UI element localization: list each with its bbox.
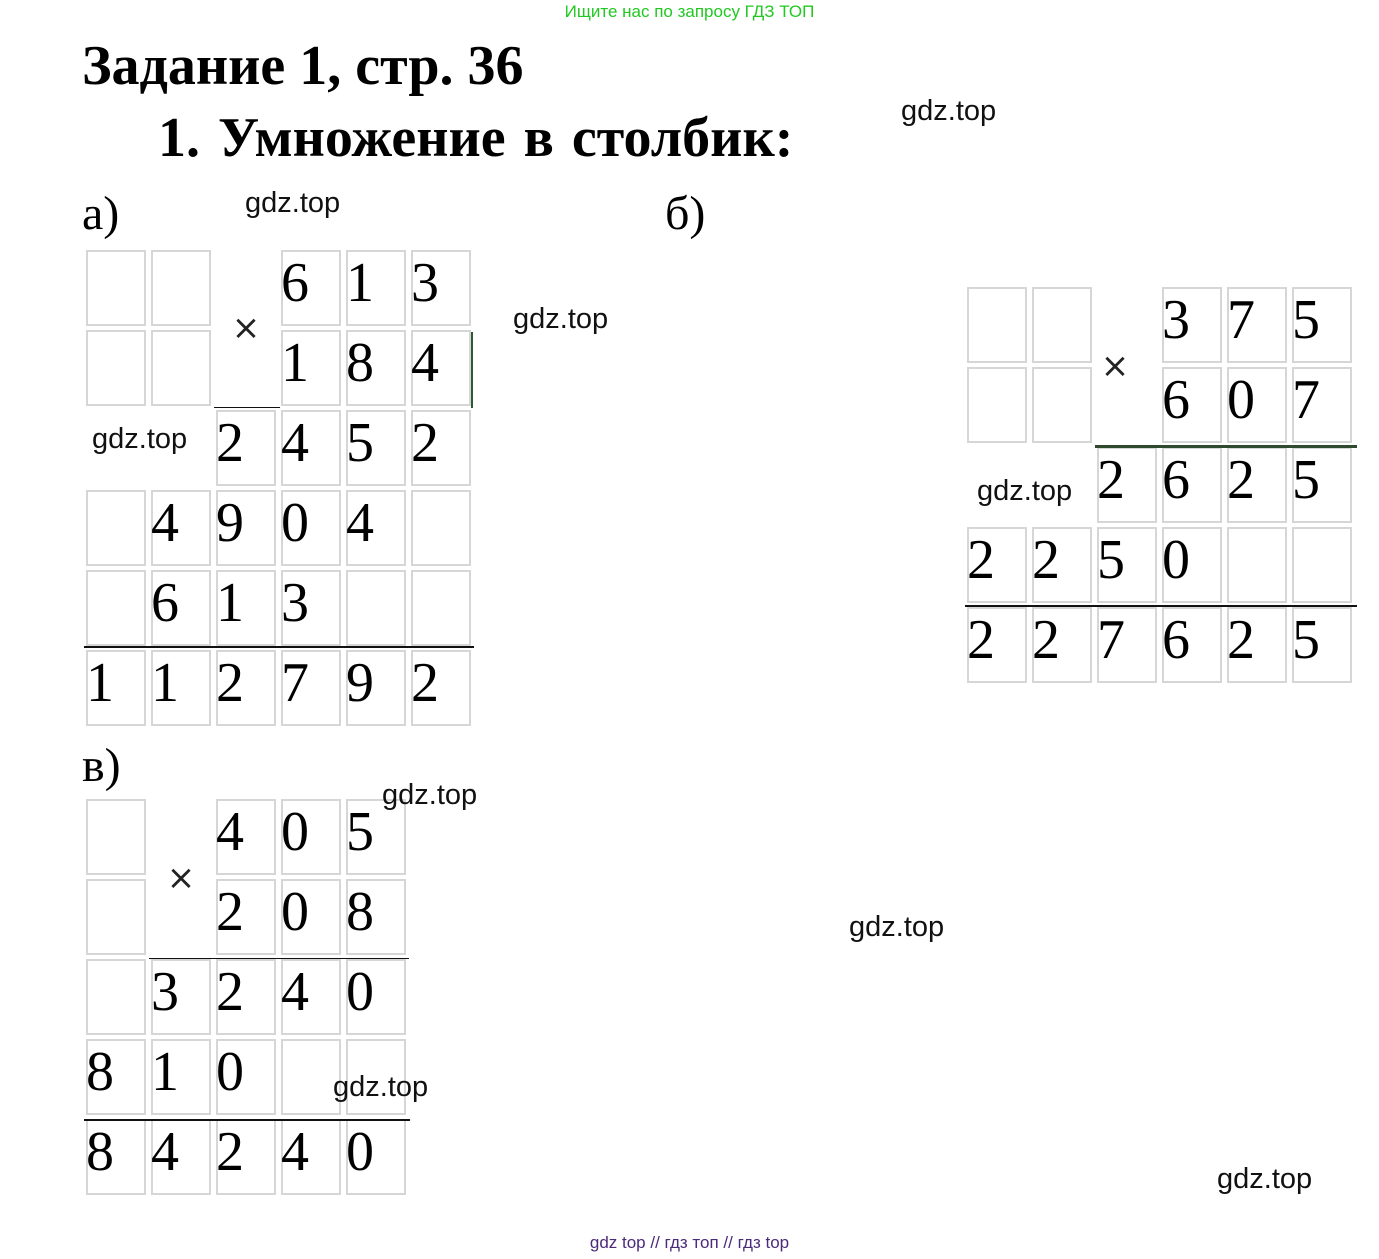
cell-edge-line [471, 332, 473, 408]
digit-cell [214, 648, 278, 728]
digit-cell [214, 408, 278, 488]
digit-cell [1030, 525, 1094, 605]
digit-cell [279, 957, 343, 1037]
digit-cell [84, 1117, 148, 1197]
digit-cell [84, 648, 148, 728]
digit-cell [344, 408, 408, 488]
digit: 7 [281, 652, 309, 714]
grid-row [84, 957, 409, 1037]
digit-cell [149, 568, 213, 648]
digit-cell [214, 488, 278, 568]
digit: 0 [1162, 529, 1190, 591]
digit-cell [965, 605, 1029, 685]
digit: 2 [1227, 609, 1255, 671]
digit-cell [1160, 445, 1224, 525]
digit-cell [409, 248, 473, 328]
digit-cell [965, 365, 1029, 445]
digit-cell [84, 248, 148, 328]
digit-cell [1290, 605, 1354, 685]
grid-row [84, 797, 409, 877]
grid-row [84, 1117, 409, 1197]
digit: 4 [151, 492, 179, 554]
digit-cell [214, 877, 278, 957]
digit-cell [279, 877, 343, 957]
digit-cell [344, 648, 408, 728]
digit-cell [409, 488, 473, 568]
digit: 0 [346, 1121, 374, 1183]
digit: 2 [967, 529, 995, 591]
digit-cell [344, 488, 408, 568]
digit: 2 [1032, 529, 1060, 591]
digit: 2 [1032, 609, 1060, 671]
digit-cell [409, 328, 473, 408]
digit-cell [279, 408, 343, 488]
digit-cell [84, 488, 148, 568]
footer-link[interactable]: гдз top [737, 1233, 790, 1252]
problem-v-label: в) [82, 739, 121, 792]
digit-cell [1095, 525, 1159, 605]
digit: 2 [216, 652, 244, 714]
digit-cell [1225, 605, 1289, 685]
multiply-sign: × [1100, 346, 1130, 386]
multiply-sign: × [231, 308, 261, 348]
digit: 2 [216, 881, 244, 943]
digit: 1 [216, 572, 244, 634]
digit: 5 [1292, 449, 1320, 511]
digit: 4 [151, 1121, 179, 1183]
footer-link[interactable]: гдз топ [664, 1233, 719, 1252]
watermark: gdz.top [333, 1071, 429, 1103]
digit-cell [1160, 285, 1224, 365]
digit: 5 [1097, 529, 1125, 591]
digit-cell [84, 957, 148, 1037]
grid-row [965, 605, 1355, 685]
multiply-sign: × [166, 858, 196, 898]
digit: 7 [1097, 609, 1125, 671]
grid-row [84, 568, 474, 648]
digit-cell [214, 957, 278, 1037]
digit: 3 [411, 252, 439, 314]
sum-line [84, 1119, 410, 1121]
digit-cell [149, 1037, 213, 1117]
watermark: gdz.top [245, 187, 341, 219]
digit: 4 [346, 492, 374, 554]
page-title: Задание 1, стр. 36 [82, 35, 524, 97]
digit: 2 [1227, 449, 1255, 511]
digit-cell [149, 488, 213, 568]
digit: 5 [346, 801, 374, 863]
footer-links [0, 1233, 1379, 1253]
digit: 5 [1292, 289, 1320, 351]
sum-line [965, 605, 1357, 607]
digit: 0 [281, 492, 309, 554]
digit: 2 [216, 961, 244, 1023]
digit: 3 [151, 961, 179, 1023]
digit: 6 [1162, 449, 1190, 511]
digit: 2 [967, 609, 995, 671]
digit-cell [1095, 605, 1159, 685]
digit-cell [279, 328, 343, 408]
problem-b-label: б) [665, 187, 706, 240]
digit-cell [214, 568, 278, 648]
watermark: gdz.top [513, 303, 609, 335]
digit-cell [279, 797, 343, 877]
digit-cell [279, 648, 343, 728]
digit: 4 [411, 332, 439, 394]
digit: 2 [1097, 449, 1125, 511]
problem-a-label: а) [82, 187, 120, 240]
grid-row [965, 285, 1355, 365]
digit-cell [149, 248, 213, 328]
digit: 8 [86, 1041, 114, 1103]
digit-cell [84, 1037, 148, 1117]
digit-cell [1160, 605, 1224, 685]
digit: 1 [346, 252, 374, 314]
operand-underline [214, 407, 280, 408]
digit-cell [409, 648, 473, 728]
digit: 0 [281, 881, 309, 943]
digit-cell [149, 328, 213, 408]
watermark: gdz.top [92, 423, 188, 455]
grid-row [84, 488, 474, 568]
digit-cell [149, 1117, 213, 1197]
digit: 9 [216, 492, 244, 554]
digit-cell [149, 957, 213, 1037]
digit-cell [344, 568, 408, 648]
digit: 6 [1162, 609, 1190, 671]
product-line [1095, 445, 1357, 448]
watermark: gdz.top [1217, 1163, 1313, 1195]
digit: 8 [346, 332, 374, 394]
multiplication-grid-v [84, 797, 410, 1197]
digit: 0 [216, 1041, 244, 1103]
digit-cell [344, 328, 408, 408]
digit: 7 [1227, 289, 1255, 351]
digit-cell [344, 877, 408, 957]
digit: 1 [86, 652, 114, 714]
digit: 5 [346, 412, 374, 474]
product-line [149, 958, 409, 959]
digit: 0 [281, 801, 309, 863]
digit-cell [84, 877, 148, 957]
digit-cell [84, 797, 148, 877]
digit-cell [1225, 365, 1289, 445]
digit: 4 [281, 1121, 309, 1183]
digit: 0 [346, 961, 374, 1023]
digit: 1 [281, 332, 309, 394]
digit-cell [1030, 605, 1094, 685]
digit-cell [149, 648, 213, 728]
grid-row [84, 328, 474, 408]
digit: 3 [1162, 289, 1190, 351]
digit-cell [279, 248, 343, 328]
grid-row [84, 248, 474, 328]
section-heading: 1. Умножение в столбик: [158, 107, 794, 169]
digit: 1 [151, 652, 179, 714]
grid-row [84, 648, 474, 728]
digit-cell [409, 568, 473, 648]
watermark: gdz.top [849, 911, 945, 943]
digit-cell [1290, 445, 1354, 525]
digit-cell [965, 525, 1029, 605]
digit-cell [1290, 365, 1354, 445]
digit: 2 [411, 652, 439, 714]
digit: 4 [216, 801, 244, 863]
digit-cell [1095, 445, 1159, 525]
grid-row [965, 365, 1355, 445]
digit: 6 [1162, 369, 1190, 431]
digit: 2 [216, 412, 244, 474]
digit-cell [344, 248, 408, 328]
digit-cell [279, 1117, 343, 1197]
footer-link[interactable]: gdz top [589, 1233, 646, 1252]
digit-cell [965, 285, 1029, 365]
digit: 7 [1292, 369, 1320, 431]
digit-cell [1225, 445, 1289, 525]
digit-cell [279, 488, 343, 568]
grid-row [965, 525, 1355, 605]
digit-cell [344, 1117, 408, 1197]
footer-separator: // [650, 1233, 660, 1252]
multiplication-grid-a [84, 248, 474, 724]
digit: 6 [281, 252, 309, 314]
digit-cell [1160, 525, 1224, 605]
digit-cell [279, 568, 343, 648]
digit-cell [344, 957, 408, 1037]
top-banner[interactable]: Ищите нас по запросу ГДЗ ТОП [564, 2, 815, 21]
digit-cell [84, 328, 148, 408]
digit-cell [84, 568, 148, 648]
watermark: gdz.top [382, 779, 478, 811]
digit: 9 [346, 652, 374, 714]
digit-cell [1290, 525, 1354, 605]
digit-cell [214, 797, 278, 877]
digit-cell [214, 1037, 278, 1117]
digit: 3 [281, 572, 309, 634]
footer-separator: // [723, 1233, 733, 1252]
digit-cell [1225, 525, 1289, 605]
sum-line [84, 646, 474, 648]
digit: 8 [346, 881, 374, 943]
digit: 4 [281, 412, 309, 474]
digit: 6 [151, 572, 179, 634]
digit: 4 [281, 961, 309, 1023]
digit-cell [1290, 285, 1354, 365]
digit-cell [409, 408, 473, 488]
digit-cell [1225, 285, 1289, 365]
watermark: gdz.top [977, 475, 1073, 507]
digit: 5 [1292, 609, 1320, 671]
digit: 1 [151, 1041, 179, 1103]
grid-row [84, 877, 409, 957]
digit: 0 [1227, 369, 1255, 431]
watermark: gdz.top [901, 95, 997, 127]
digit: 2 [411, 412, 439, 474]
digit-cell [214, 1117, 278, 1197]
digit: 8 [86, 1121, 114, 1183]
digit: 2 [216, 1121, 244, 1183]
digit-cell [1160, 365, 1224, 445]
